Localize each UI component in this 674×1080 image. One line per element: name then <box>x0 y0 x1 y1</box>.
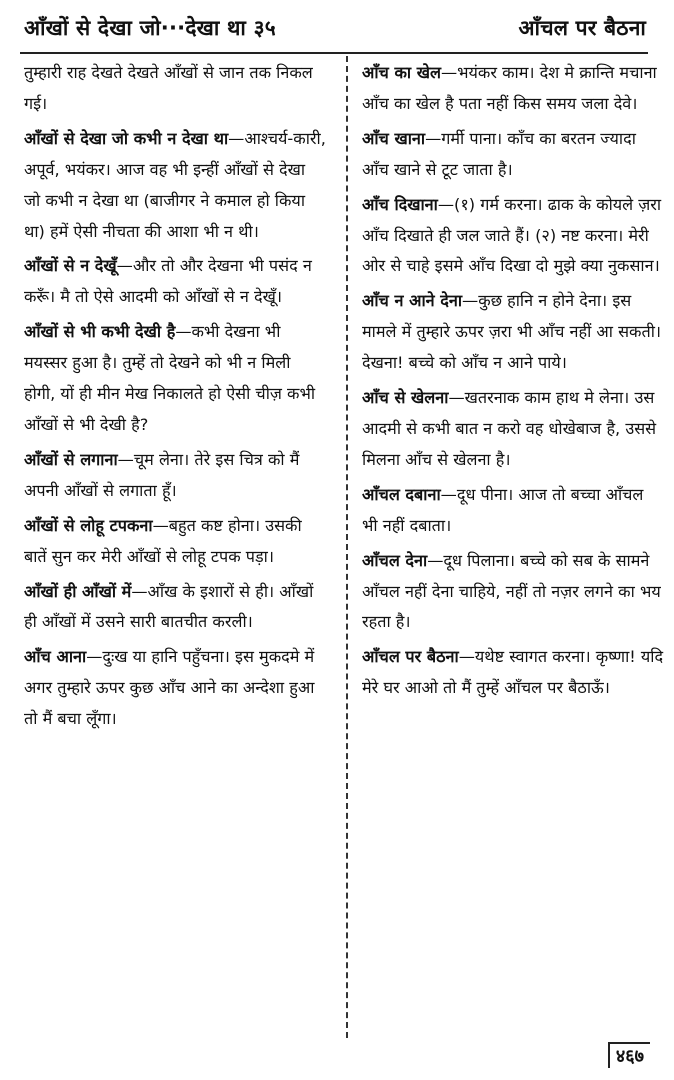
right-column <box>362 58 664 708</box>
entry-term: आँखों से न देखूँ <box>24 256 117 276</box>
entry-term: आँच खाना <box>362 128 426 148</box>
entry-term: आँच का खेल <box>362 63 441 82</box>
entry-text: —यथेष्ट स्वागत करना। कृष्णा! यदि मेरे घर आओ तो मैं तुम्हें आँचल पर बैठाऊँ। <box>362 647 664 698</box>
dictionary-entry <box>24 511 326 573</box>
entry-term: आँच न आने देना <box>362 291 463 311</box>
dictionary-entry <box>24 58 326 120</box>
entry-text: —भयंकर काम। देश मे क्रान्ति मचाना आँच का खेल है पता नहीं किस समय जला देवे। <box>362 63 657 113</box>
dictionary-entry <box>24 251 326 313</box>
entry-text: —आश्चर्य-कारी, अपूर्व, भयंकर। आज वह भी इन्हीं आँखों से देखा जो कभी न देखा था (बाजीगर ने कमाल हो किया था) हमें ऐसी नीचता की आशा भी न थी। <box>24 128 326 241</box>
dictionary-entry <box>362 383 664 476</box>
entry-text: —और तो और देखना भी पसंद न करूँ। मै तो ऐसे आदमी को आँखों से न देखूँ। <box>24 256 312 307</box>
entry-text: तुम्हारी राह देखते देखते आँखों से जान तक निकल गई। <box>24 63 313 113</box>
entry-term: आँचल दबाना <box>362 484 441 504</box>
entry-term: आँचल देना <box>362 550 428 570</box>
dictionary-entry <box>24 577 326 639</box>
entry-text: —खतरनाक काम हाथ मे लेना। उस आदमी से कभी बात न करो वह धोखेबाज है, उससे मिलना आँच से खेलना है। <box>362 388 657 469</box>
dictionary-entry <box>362 480 664 542</box>
entry-text: —दुःख या हानि पहुँचना। इस मुकदमे में अगर तुम्हारे ऊपर कुछ आँच आने का अन्देशा हुआ तो मैं बचा लूँगा। <box>24 647 315 729</box>
dictionary-entry <box>362 286 664 379</box>
entry-text: —कुछ हानि न होने देना। इस मामले में तुम्हारे ऊपर ज़रा भी आँच नहीं आ सकती। देखना! बच्चे को आँच न आने पाये। <box>362 291 662 373</box>
entry-term: आँखों से लोहू टपकना <box>24 515 153 535</box>
page-header <box>24 8 646 48</box>
entry-term: आँखों से लगाना <box>24 449 118 469</box>
column-divider <box>346 56 348 1038</box>
dictionary-entry <box>362 546 664 639</box>
entry-term: आँखों से देखा जो कभी न देखा था <box>24 128 229 148</box>
entry-term: आँच से खेलना <box>362 388 449 408</box>
page-number: ४६७ <box>608 1042 650 1068</box>
dictionary-entry <box>24 317 326 441</box>
dictionary-entry <box>362 642 664 704</box>
entry-text: —बहुत कष्ट होना। उसकी बातें सुन कर मेरी आँखों से लोहू टपक पड़ा। <box>24 515 302 566</box>
left-column <box>24 58 326 739</box>
dictionary-entry <box>24 445 326 507</box>
dictionary-entry <box>24 124 326 248</box>
header-right-title: आँचल पर बैठना <box>518 16 646 40</box>
entry-term: आँच आना <box>24 647 87 667</box>
entry-term: आँचल पर बैठना <box>362 647 459 667</box>
entry-text: —गर्मी पाना। काँच का बरतन ज्यादा आँच खाने से टूट जाता है। <box>362 128 636 179</box>
dictionary-entry <box>362 124 664 186</box>
entry-text: —कभी देखना भी मयस्सर हुआ है। तुम्हें तो देखने को भी न मिली होगी, यों ही मीन मेख निकालते हो ऐसी चीज़ कभी आँखों से भी देखी है? <box>24 322 316 434</box>
entry-text: —आँख के इशारों से ही। आँखों ही आँखों में उसने सारी बातचीत करली। <box>24 581 314 632</box>
entry-text: —चूम लेना। तेरे इस चित्र को मैं अपनी आँखों से लगाता हूँ। <box>24 449 300 500</box>
entry-term: आँच दिखाना <box>362 194 438 214</box>
entry-text: —(१) गर्म करना। ढाक के कोयले ज़रा आँच दिखाते ही जल जाते हैं। (२) नष्ट करना। मेरी ओर से चाहे इसमे आँच दिखा दो मुझे क्या नुकसान। <box>362 194 662 276</box>
header-left-title: आँखों से देखा जो···देखा था ३५ <box>24 16 276 40</box>
entry-term: आँखों से भी कभी देखी है <box>24 322 176 342</box>
entry-text: —दूध पीना। आज तो बच्चा आँचल भी नहीं दबाता। <box>362 484 644 535</box>
dictionary-entry <box>362 58 664 120</box>
dictionary-entry <box>24 642 326 735</box>
dictionary-entry <box>362 190 664 283</box>
entry-term: आँखों ही आँखों में <box>24 581 132 601</box>
header-rule <box>20 52 648 54</box>
entry-text: —दूध पिलाना। बच्चे को सब के सामने आँचल नहीं देना चाहिये, नहीं तो नज़र लगने का भय रहता है। <box>362 550 661 632</box>
